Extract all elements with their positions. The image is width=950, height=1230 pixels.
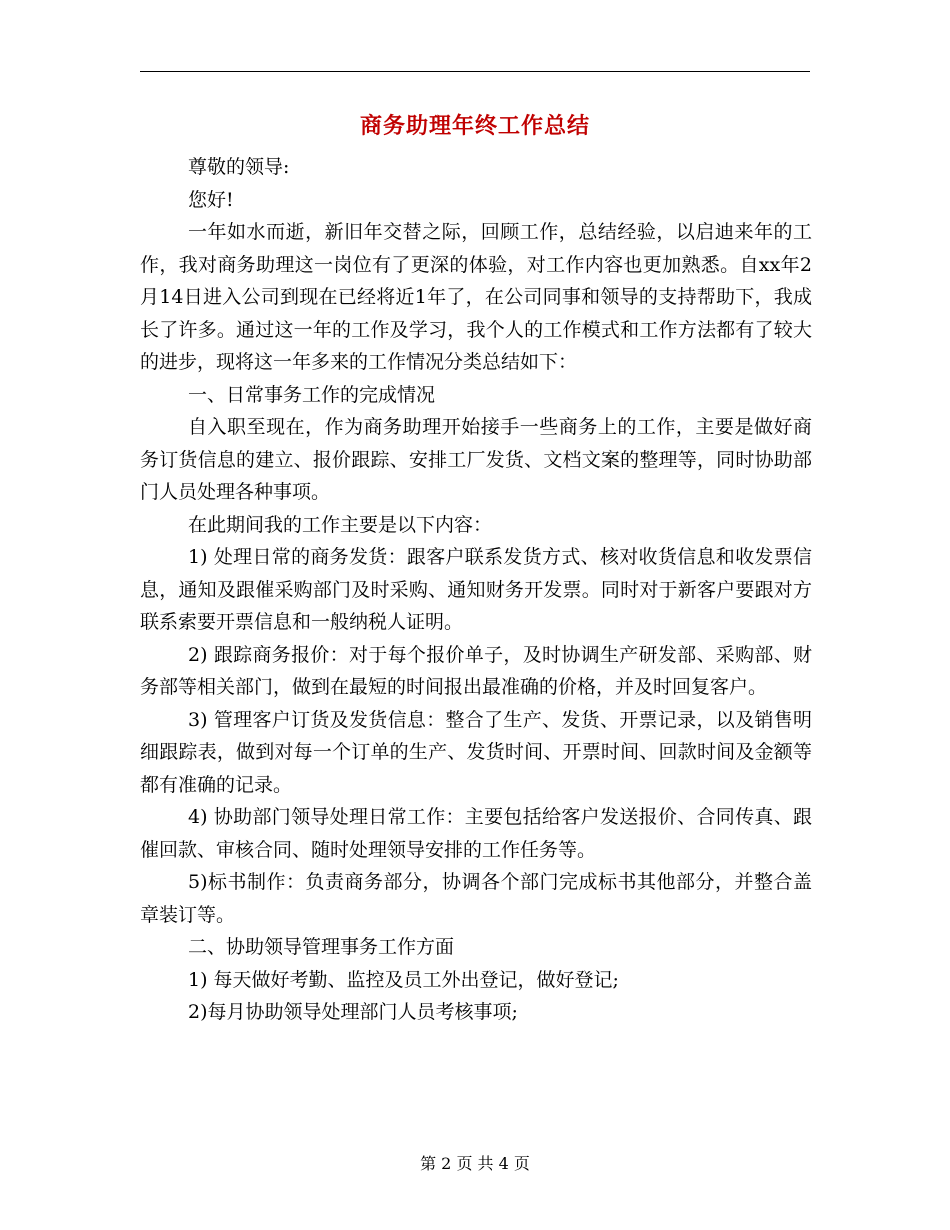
section-2-item-1: 1) 每天做好考勤、监控及员工外出登记，做好登记; xyxy=(188,968,619,991)
document-body xyxy=(140,151,812,1029)
list-item-3: 3) 管理客户订货及发货信息：整合了生产、发货、开票记录，以及销售明细跟踪表，做到对每一个订单的生产、发货时间、开票时间、回款时间及金额等都有准确的记录。 xyxy=(140,708,812,796)
header-rule xyxy=(140,71,810,72)
section-2-item-2: 2)每月协助领导处理部门人员考核事项; xyxy=(188,1001,518,1023)
salutation: 尊敬的领导: xyxy=(188,156,290,178)
section-heading-2: 二、协助领导管理事务工作方面 xyxy=(188,936,455,958)
section-1-paragraph: 自入职至现在，作为商务助理开始接手一些商务上的工作，主要是做好商务订货信息的建立、报价跟踪、安排工厂发货、文档文案的整理等，同时协助部门人员处理各种事项。 xyxy=(140,416,812,503)
document-title: 商务助理年终工作总结 xyxy=(359,113,590,139)
intro-paragraph: 一年如水而逝，新旧年交替之际，回顾工作，总结经验，以启迪来年的工作，我对商务助理这一岗位有了更深的体验，对工作内容也更加熟悉。自xx年2月14日进入公司到现在已经将近1年了，在公司同事和领导的支持帮助下，我成长了许多。通过这一年的工作及学习，我个人的工作模式和工作方法都有了较大的进步，现将这一年多来的工作情况分类总结如下： xyxy=(140,221,812,373)
list-item-1: 1) 处理日常的商务发货：跟客户联系发货方式、核对收货信息和收发票信息，通知及跟催采购部门及时采购、通知财务开发票。同时对于新客户要跟对方联系索要开票信息和一般纳税人证明。 xyxy=(140,546,812,633)
list-item-5: 5)标书制作：负责商务部分，协调各个部门完成标书其他部分，并整合盖章装订等。 xyxy=(140,871,812,926)
list-item-4: 4) 协助部门领导处理日常工作：主要包括给客户发送报价、合同传真、跟催回款、审核合同、随时处理领导安排的工作任务等。 xyxy=(140,806,812,861)
page-number: 第 2 页 共 4 页 xyxy=(420,1154,530,1173)
list-item-2: 2) 跟踪商务报价：对于每个报价单子，及时协调生产研发部、采购部、财务部等相关部门，做到在最短的时间报出最准确的价格，并及时回复客户。 xyxy=(140,643,812,698)
greeting: 您好! xyxy=(188,188,234,211)
section-heading-1: 一、日常事务工作的完成情况 xyxy=(188,383,436,406)
work-content-intro: 在此期间我的工作主要是以下内容： xyxy=(188,513,493,536)
